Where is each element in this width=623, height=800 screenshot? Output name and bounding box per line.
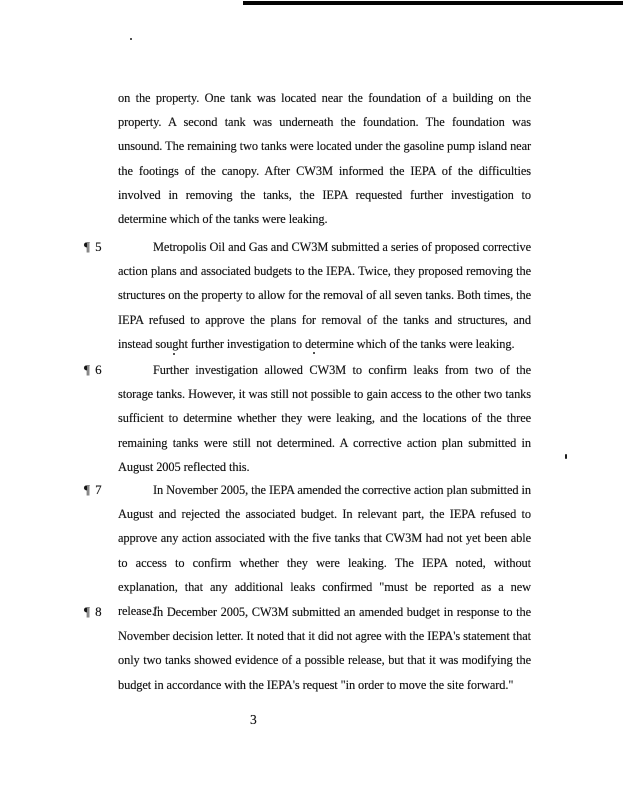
paragraph-text: In November 2005, the IEPA amended the corrective action plan submitted in August and rejected the associated budget. In relevant part, the IEPA refused to approve any action associated with the five tanks that CW3M had not yet been able to access to confirm whether they were leaking. The IEPA noted, without explanation, that any additional leaks confirmed "must be reported as a new release." (118, 483, 531, 619)
paragraph-marker: ¶ 5 (84, 239, 103, 254)
scan-artifact-dot (565, 454, 567, 459)
paragraph-text: Further investigation allowed CW3M to confirm leaks from two of the storage tanks. However, it was still not possible to gain access to the other two tanks sufficient to determine whether they were leaking, and the locations of the three remaining tanks were still not determined. A corrective action plan submitted in August 2005 reflected this. (118, 363, 531, 474)
paragraph-text: Metropolis Oil and Gas and CW3M submitted a series of proposed corrective action plans and associated budgets to the IEPA. Twice, they proposed removing the structures on the property to allow for the removal of all seven tanks. Both times, the IEPA refused to approve the plans for removal of the tanks and structures, and instead sought further investigation to determine which of the tanks were leaking. (118, 240, 531, 351)
paragraph-text: on the property. One tank was located near the foundation of a building on the property. A second tank was underneath the foundation. The foundation was unsound. The remaining two tanks were located under the gasoline pump island near the footings of the canopy. After CW3M informed the IEPA of the difficulties involved in removing the tanks, the IEPA requested further investigation to determine which of the tanks were leaking. (118, 91, 531, 227)
paragraph-6 (84, 358, 531, 479)
paragraph-5 (84, 235, 531, 356)
paragraph-8 (84, 600, 531, 697)
document-body (84, 0, 531, 800)
paragraph-marker: ¶ 6 (84, 362, 103, 377)
paragraph-marker: ¶ 7 (84, 482, 103, 497)
paragraph-text: In December 2005, CW3M submitted an amended budget in response to the November decision letter. It noted that it did not agree with the IEPA's statement that only two tanks showed evidence of a possible release, but that it was modifying the budget in accordance with the IEPA's request "in order to move the site forward." (118, 605, 531, 692)
page-number: 3 (250, 712, 257, 727)
paragraph-continuation (118, 86, 531, 231)
paragraph-marker: ¶ 8 (84, 604, 103, 619)
